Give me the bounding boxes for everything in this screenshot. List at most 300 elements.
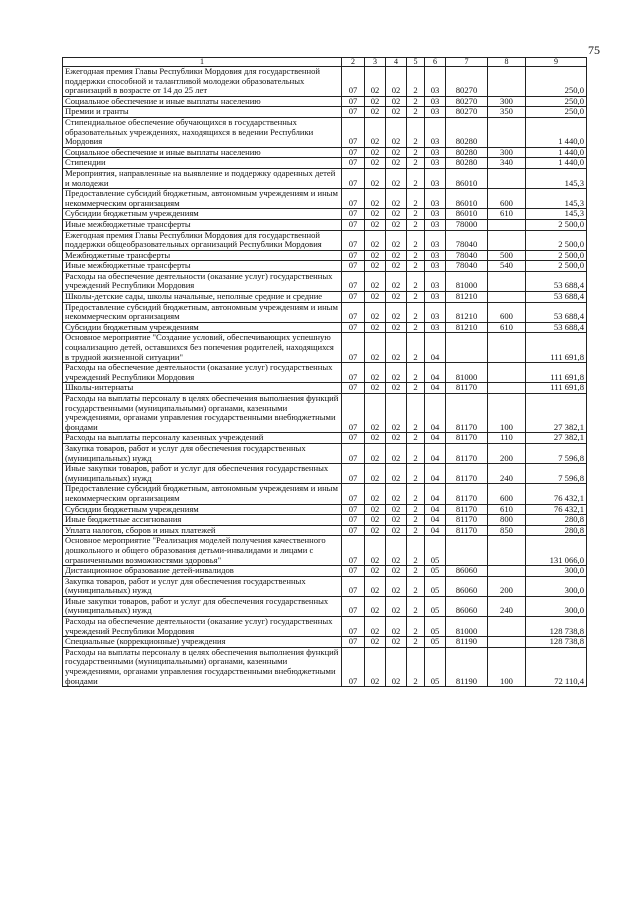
code-target: 81190 (446, 637, 488, 648)
code-event: 05 (425, 637, 446, 648)
code-subprogram: 2 (407, 117, 425, 147)
row-amount: 53 688,4 (526, 302, 587, 322)
code-subsection: 02 (365, 525, 386, 536)
table-row (63, 168, 587, 188)
row-name: Предоставление субсидий бюджетным, автономным учреждениям и иным некоммерческим организациям (63, 189, 342, 209)
code-subsection: 02 (365, 168, 386, 188)
code-target: 86060 (446, 596, 488, 616)
code-subsection: 02 (365, 261, 386, 272)
code-subprogram: 2 (407, 566, 425, 577)
code-program: 02 (386, 596, 407, 616)
row-name: Специальные (коррекционные) учреждения (63, 637, 342, 648)
code-subsection: 02 (365, 271, 386, 291)
row-amount: 131 066,0 (526, 536, 587, 566)
code-target: 78040 (446, 261, 488, 272)
table-row (63, 363, 587, 383)
code-section: 07 (342, 515, 365, 526)
row-name: Иные межбюджетные трансферты (63, 219, 342, 230)
table-row (63, 189, 587, 209)
code-expense-type (488, 363, 526, 383)
row-name: Расходы на обеспечение деятельности (оказание услуг) государственных учреждений Республики Мордовия (63, 363, 342, 383)
code-program: 02 (386, 292, 407, 303)
code-section: 07 (342, 96, 365, 107)
code-program: 02 (386, 219, 407, 230)
code-target: 81170 (446, 525, 488, 536)
code-section: 07 (342, 219, 365, 230)
code-subprogram: 2 (407, 363, 425, 383)
col-header: 9 (526, 58, 587, 67)
code-subprogram: 2 (407, 525, 425, 536)
code-expense-type: 300 (488, 147, 526, 158)
code-expense-type: 240 (488, 464, 526, 484)
code-event: 05 (425, 617, 446, 637)
code-target: 86060 (446, 566, 488, 577)
table-row (63, 67, 587, 97)
code-section: 07 (342, 250, 365, 261)
code-subprogram: 2 (407, 189, 425, 209)
row-amount: 53 688,4 (526, 292, 587, 303)
row-amount: 145,3 (526, 168, 587, 188)
row-name: Ежегодная премия Главы Республики Мордовия для государственной поддержки способной и талантливой молодежи образовательных организаций в возрасте от 14 до 25 лет (63, 67, 342, 97)
table-row (63, 637, 587, 648)
table-row (63, 230, 587, 250)
row-name: Субсидии бюджетным учреждениям (63, 209, 342, 220)
code-subsection: 02 (365, 363, 386, 383)
row-amount: 53 688,4 (526, 322, 587, 333)
code-target: 80270 (446, 96, 488, 107)
code-subsection: 02 (365, 383, 386, 394)
code-event: 03 (425, 209, 446, 220)
table-header-row (63, 58, 587, 67)
code-expense-type: 240 (488, 596, 526, 616)
code-section: 07 (342, 189, 365, 209)
code-expense-type (488, 67, 526, 97)
code-event: 03 (425, 271, 446, 291)
code-expense-type: 500 (488, 250, 526, 261)
table-row (63, 322, 587, 333)
table-row (63, 433, 587, 444)
code-event: 05 (425, 576, 446, 596)
code-subprogram: 2 (407, 168, 425, 188)
code-section: 07 (342, 443, 365, 463)
row-name: Расходы на обеспечение деятельности (оказание услуг) государственных учреждений Республики Мордовия (63, 271, 342, 291)
code-section: 07 (342, 525, 365, 536)
code-program: 02 (386, 433, 407, 444)
table-row (63, 261, 587, 272)
code-subprogram: 2 (407, 107, 425, 118)
table-row (63, 147, 587, 158)
code-section: 07 (342, 67, 365, 97)
code-subprogram: 2 (407, 617, 425, 637)
row-amount: 27 382,1 (526, 394, 587, 433)
code-expense-type: 850 (488, 525, 526, 536)
code-subsection: 02 (365, 637, 386, 648)
table-row (63, 209, 587, 220)
code-expense-type: 610 (488, 209, 526, 220)
row-amount: 145,3 (526, 189, 587, 209)
row-amount: 111 691,8 (526, 363, 587, 383)
code-event: 03 (425, 292, 446, 303)
row-name: Закупка товаров, работ и услуг для обеспечения государственных (муниципальных) нужд (63, 576, 342, 596)
code-event: 04 (425, 484, 446, 504)
code-program: 02 (386, 504, 407, 515)
code-subsection: 02 (365, 333, 386, 363)
col-header: 3 (365, 58, 386, 67)
code-event: 03 (425, 117, 446, 147)
code-subprogram: 2 (407, 596, 425, 616)
code-section: 07 (342, 230, 365, 250)
row-name: Стипендиальное обеспечение обучающихся в государственных образовательных учреждениях, находящихся в ведении Республики Мордовия (63, 117, 342, 147)
code-section: 07 (342, 637, 365, 648)
code-program: 02 (386, 566, 407, 577)
code-section: 07 (342, 464, 365, 484)
code-program: 02 (386, 333, 407, 363)
col-header: 7 (446, 58, 488, 67)
code-subsection: 02 (365, 576, 386, 596)
code-section: 07 (342, 576, 365, 596)
table-row (63, 158, 587, 169)
row-amount: 1 440,0 (526, 117, 587, 147)
code-section: 07 (342, 117, 365, 147)
row-name: Дистанционное образование детей-инвалидов (63, 566, 342, 577)
code-program: 02 (386, 302, 407, 322)
row-amount: 280,8 (526, 525, 587, 536)
row-amount: 250,0 (526, 107, 587, 118)
row-name: Основное мероприятие "Реализация моделей получения качественного дошкольного и общего образования детьми-инвалидами и лицами с ограниченными возможностями здоровья" (63, 536, 342, 566)
row-amount: 27 382,1 (526, 433, 587, 444)
code-target: 86010 (446, 189, 488, 209)
table-row (63, 566, 587, 577)
code-expense-type: 600 (488, 484, 526, 504)
row-name: Расходы на выплаты персоналу в целях обеспечения выполнения функций государственными (муниципальными) органами, казенными учреждениями, органами управления государственными внебюджетными фондами (63, 394, 342, 433)
code-expense-type: 350 (488, 107, 526, 118)
table-row (63, 250, 587, 261)
code-expense-type: 600 (488, 189, 526, 209)
code-event: 03 (425, 189, 446, 209)
code-program: 02 (386, 322, 407, 333)
code-subsection: 02 (365, 536, 386, 566)
code-section: 07 (342, 261, 365, 272)
code-event: 04 (425, 443, 446, 463)
row-amount: 72 110,4 (526, 647, 587, 686)
code-program: 02 (386, 443, 407, 463)
code-program: 02 (386, 484, 407, 504)
code-program: 02 (386, 647, 407, 686)
code-target: 81170 (446, 383, 488, 394)
code-target: 78040 (446, 230, 488, 250)
code-program: 02 (386, 96, 407, 107)
code-target (446, 536, 488, 566)
code-target: 81210 (446, 292, 488, 303)
row-amount: 7 596,8 (526, 443, 587, 463)
code-program: 02 (386, 271, 407, 291)
code-subsection: 02 (365, 443, 386, 463)
row-amount: 250,0 (526, 67, 587, 97)
row-amount: 76 432,1 (526, 504, 587, 515)
code-subsection: 02 (365, 566, 386, 577)
code-subprogram: 2 (407, 484, 425, 504)
table-row (63, 647, 587, 686)
code-program: 02 (386, 383, 407, 394)
row-name: Иные межбюджетные трансферты (63, 261, 342, 272)
code-program: 02 (386, 209, 407, 220)
code-target: 81210 (446, 322, 488, 333)
code-subprogram: 2 (407, 333, 425, 363)
code-target: 78040 (446, 250, 488, 261)
code-event: 03 (425, 250, 446, 261)
code-target: 81190 (446, 647, 488, 686)
row-name: Премии и гранты (63, 107, 342, 118)
row-name: Предоставление субсидий бюджетным, автономным учреждениям и иным некоммерческим организациям (63, 484, 342, 504)
code-event: 03 (425, 96, 446, 107)
row-name: Расходы на выплаты персоналу в целях обеспечения выполнения функций государственными (муниципальными) органами, казенными учреждениями, органами управления государственными внебюджетными фондами (63, 647, 342, 686)
row-name: Ежегодная премия Главы Республики Мордовия для государственной поддержки общеобразовательных организаций Республики Мордовия (63, 230, 342, 250)
table-row (63, 107, 587, 118)
code-section: 07 (342, 271, 365, 291)
code-subprogram: 2 (407, 515, 425, 526)
code-subprogram: 2 (407, 209, 425, 220)
code-event: 03 (425, 261, 446, 272)
code-event: 04 (425, 394, 446, 433)
row-amount: 76 432,1 (526, 484, 587, 504)
code-target: 86060 (446, 576, 488, 596)
code-target: 80280 (446, 158, 488, 169)
code-program: 02 (386, 67, 407, 97)
row-name: Субсидии бюджетным учреждениям (63, 322, 342, 333)
code-program: 02 (386, 637, 407, 648)
code-target: 78000 (446, 219, 488, 230)
code-program: 02 (386, 576, 407, 596)
row-name: Школы-детские сады, школы начальные, неполные средние и средние (63, 292, 342, 303)
code-section: 07 (342, 566, 365, 577)
col-header: 5 (407, 58, 425, 67)
code-subsection: 02 (365, 250, 386, 261)
table-body (63, 67, 587, 687)
col-header: 8 (488, 58, 526, 67)
code-target: 81170 (446, 464, 488, 484)
table-row (63, 596, 587, 616)
code-expense-type: 800 (488, 515, 526, 526)
row-amount: 128 738,8 (526, 617, 587, 637)
code-expense-type: 100 (488, 394, 526, 433)
code-program: 02 (386, 168, 407, 188)
code-program: 02 (386, 394, 407, 433)
code-target: 80270 (446, 107, 488, 118)
col-header: 2 (342, 58, 365, 67)
code-section: 07 (342, 292, 365, 303)
code-program: 02 (386, 536, 407, 566)
code-expense-type (488, 219, 526, 230)
code-section: 07 (342, 617, 365, 637)
code-section: 07 (342, 433, 365, 444)
table-row (63, 333, 587, 363)
code-event: 03 (425, 168, 446, 188)
code-subprogram: 2 (407, 464, 425, 484)
row-amount: 2 500,0 (526, 219, 587, 230)
code-subprogram: 2 (407, 261, 425, 272)
code-expense-type (488, 536, 526, 566)
row-name: Стипендии (63, 158, 342, 169)
code-event: 04 (425, 333, 446, 363)
col-header: 1 (63, 58, 342, 67)
code-event: 03 (425, 147, 446, 158)
code-expense-type (488, 617, 526, 637)
code-section: 07 (342, 394, 365, 433)
code-subsection: 02 (365, 504, 386, 515)
code-event: 04 (425, 515, 446, 526)
code-program: 02 (386, 107, 407, 118)
code-subprogram: 2 (407, 576, 425, 596)
code-expense-type: 110 (488, 433, 526, 444)
code-subprogram: 2 (407, 158, 425, 169)
row-amount: 300,0 (526, 576, 587, 596)
table-row (63, 443, 587, 463)
code-target: 81000 (446, 271, 488, 291)
table-row (63, 271, 587, 291)
code-subprogram: 2 (407, 271, 425, 291)
code-subprogram: 2 (407, 647, 425, 686)
code-subsection: 02 (365, 67, 386, 97)
code-subsection: 02 (365, 433, 386, 444)
row-name: Школы-интернаты (63, 383, 342, 394)
code-event: 05 (425, 647, 446, 686)
code-event: 03 (425, 67, 446, 97)
code-event: 04 (425, 383, 446, 394)
code-section: 07 (342, 647, 365, 686)
code-expense-type: 540 (488, 261, 526, 272)
table-row (63, 394, 587, 433)
row-amount: 7 596,8 (526, 464, 587, 484)
code-subprogram: 2 (407, 443, 425, 463)
code-event: 03 (425, 158, 446, 169)
code-expense-type: 340 (488, 158, 526, 169)
row-name: Иные бюджетные ассигнования (63, 515, 342, 526)
code-target: 81170 (446, 394, 488, 433)
col-header: 4 (386, 58, 407, 67)
row-name: Социальное обеспечение и иные выплаты населению (63, 147, 342, 158)
code-subsection: 02 (365, 302, 386, 322)
code-subsection: 02 (365, 596, 386, 616)
row-amount: 300,0 (526, 596, 587, 616)
code-subsection: 02 (365, 147, 386, 158)
code-event: 05 (425, 536, 446, 566)
row-name: Закупка товаров, работ и услуг для обеспечения государственных (муниципальных) нужд (63, 443, 342, 463)
row-name: Уплата налогов, сборов и иных платежей (63, 525, 342, 536)
code-target: 80270 (446, 67, 488, 97)
code-section: 07 (342, 168, 365, 188)
row-amount: 280,8 (526, 515, 587, 526)
table-row (63, 525, 587, 536)
row-amount: 2 500,0 (526, 261, 587, 272)
code-subsection: 02 (365, 107, 386, 118)
code-section: 07 (342, 363, 365, 383)
code-section: 07 (342, 596, 365, 616)
code-target: 81210 (446, 302, 488, 322)
code-target: 81000 (446, 363, 488, 383)
code-subprogram: 2 (407, 637, 425, 648)
code-expense-type: 300 (488, 96, 526, 107)
code-section: 07 (342, 383, 365, 394)
code-target (446, 333, 488, 363)
code-expense-type (488, 271, 526, 291)
code-expense-type (488, 292, 526, 303)
code-subprogram: 2 (407, 147, 425, 158)
row-name: Субсидии бюджетным учреждениям (63, 504, 342, 515)
code-expense-type: 610 (488, 504, 526, 515)
code-expense-type (488, 117, 526, 147)
code-program: 02 (386, 464, 407, 484)
code-section: 07 (342, 147, 365, 158)
code-program: 02 (386, 147, 407, 158)
code-subprogram: 2 (407, 230, 425, 250)
code-subsection: 02 (365, 117, 386, 147)
code-subsection: 02 (365, 484, 386, 504)
code-event: 04 (425, 433, 446, 444)
code-subprogram: 2 (407, 219, 425, 230)
code-event: 03 (425, 219, 446, 230)
row-name: Иные закупки товаров, работ и услуг для обеспечения государственных (муниципальных) нужд (63, 464, 342, 484)
code-subprogram: 2 (407, 322, 425, 333)
code-section: 07 (342, 158, 365, 169)
table-row (63, 302, 587, 322)
row-amount: 128 738,8 (526, 637, 587, 648)
table-row (63, 96, 587, 107)
table-row (63, 617, 587, 637)
code-subsection: 02 (365, 230, 386, 250)
row-name: Расходы на выплаты персоналу казенных учреждений (63, 433, 342, 444)
code-program: 02 (386, 117, 407, 147)
table-row (63, 292, 587, 303)
code-target: 81170 (446, 515, 488, 526)
code-program: 02 (386, 363, 407, 383)
code-subsection: 02 (365, 96, 386, 107)
code-program: 02 (386, 158, 407, 169)
code-program: 02 (386, 250, 407, 261)
code-event: 04 (425, 363, 446, 383)
code-program: 02 (386, 261, 407, 272)
code-subprogram: 2 (407, 292, 425, 303)
table-row (63, 515, 587, 526)
code-target: 80280 (446, 147, 488, 158)
code-section: 07 (342, 107, 365, 118)
row-name: Иные закупки товаров, работ и услуг для обеспечения государственных (муниципальных) нужд (63, 596, 342, 616)
code-expense-type (488, 383, 526, 394)
row-name: Социальное обеспечение и иные выплаты населению (63, 96, 342, 107)
code-subprogram: 2 (407, 394, 425, 433)
row-name: Мероприятия, направленные на выявление и поддержку одаренных детей и молодежи (63, 168, 342, 188)
code-target: 81170 (446, 433, 488, 444)
code-subsection: 02 (365, 209, 386, 220)
row-name: Основное мероприятие "Создание условий, обеспечивающих успешную социализацию детей, оставшихся без попечения родителей, находящихся в трудной жизненной ситуации" (63, 333, 342, 363)
code-section: 07 (342, 333, 365, 363)
row-amount: 1 440,0 (526, 158, 587, 169)
code-program: 02 (386, 230, 407, 250)
code-expense-type (488, 566, 526, 577)
code-expense-type (488, 230, 526, 250)
code-subprogram: 2 (407, 383, 425, 394)
code-expense-type: 200 (488, 443, 526, 463)
code-event: 03 (425, 302, 446, 322)
code-subsection: 02 (365, 647, 386, 686)
row-amount: 2 500,0 (526, 250, 587, 261)
table-row (63, 383, 587, 394)
code-event: 03 (425, 322, 446, 333)
code-subsection: 02 (365, 617, 386, 637)
code-event: 05 (425, 566, 446, 577)
code-subsection: 02 (365, 464, 386, 484)
row-amount: 2 500,0 (526, 230, 587, 250)
table-row (63, 117, 587, 147)
